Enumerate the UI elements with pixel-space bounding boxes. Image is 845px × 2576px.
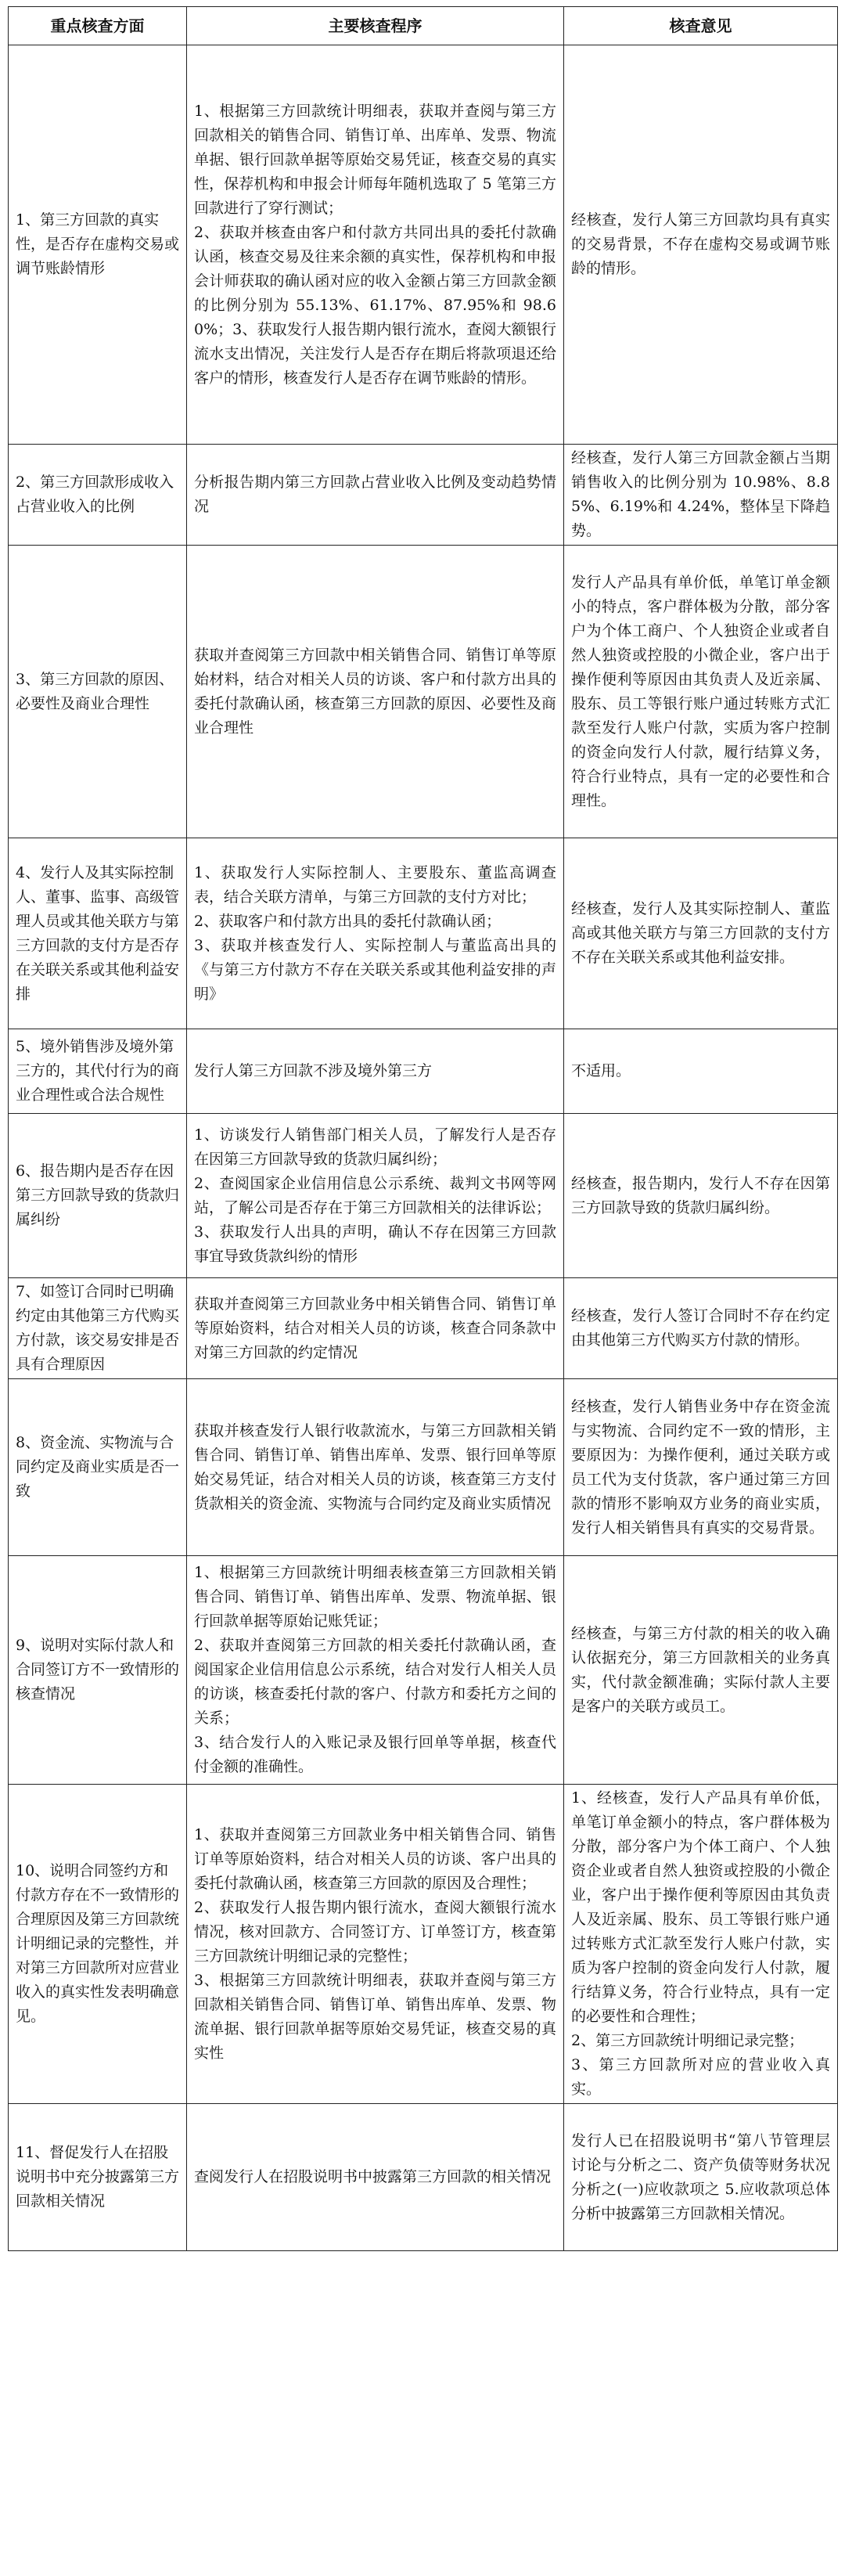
opinion-text: 经核查，报告期内，发行人不存在因第三方回款导致的货款归属纠纷。 — [571, 1174, 830, 1216]
aspect-text: 4、发行人及其实际控制人、董事、监事、高级管理人员或其他关联方与第三方回款的支付方是否存在关联关系或其他利益安排 — [16, 863, 180, 1003]
aspect-cell — [9, 546, 187, 838]
procedure-cell — [187, 1114, 564, 1278]
procedure-cell — [187, 1379, 564, 1556]
verification-table — [8, 6, 838, 2251]
procedure-cell — [187, 546, 564, 838]
aspect-text: 3、第三方回款的原因、必要性及商业合理性 — [16, 670, 174, 712]
procedure-text: 分析报告期内第三方回款占营业收入比例及变动趋势情况 — [194, 474, 556, 515]
aspect-cell — [9, 1556, 187, 1785]
opinion-cell — [564, 1556, 838, 1785]
table-row — [9, 445, 838, 546]
procedure-cell — [187, 1785, 564, 2104]
table-row — [9, 1379, 838, 1556]
procedure-cell — [187, 1556, 564, 1785]
table-row — [9, 546, 838, 838]
procedure-text: 3、获取并核查发行人、实际控制人与董监高出具的《与第三方付款方不存在关联关系或其他利益安排的声明》 — [194, 936, 556, 1003]
opinion-cell — [564, 838, 838, 1029]
aspect-text: 6、报告期内是否存在因第三方回款导致的货款归属纠纷 — [16, 1162, 180, 1228]
table-row — [9, 2104, 838, 2251]
procedure-text: 2、获取客户和付款方出具的委托付款确认函； — [194, 912, 502, 930]
aspect-cell — [9, 838, 187, 1029]
opinion-text: 经核查，发行人第三方回款金额占当期销售收入的比例分别为 10.98%、8.85%、6.19%和 4.24%，整体呈下降趋势。 — [571, 449, 830, 539]
procedure-text: 2、获取并核查由客户和付款方共同出具的委托付款确认函，核查交易及往来余额的真实性，保荐机构和申报会计师获取的确认函对应的收入金额占第三方回款金额的比例分别为 55.13%、61.17%、87.95%和 98.60%；3、获取发行人报告期内银行流水，查阅大额银行流水支出情况，关注发行人是否存在期后将款项退还给客户的情形，核查发行人是否存在调节账龄的情形。 — [194, 223, 556, 387]
procedure-text: 2、查阅国家企业信用信息公示系统、裁判文书网等网站，了解公司是否存在于第三方回款相关的法律诉讼； — [194, 1174, 556, 1216]
table-row — [9, 45, 838, 445]
procedure-text: 获取并查阅第三方回款业务中相关销售合同、销售订单等原始资料，结合对相关人员的访谈，核查合同条款中对第三方回款的约定情况 — [194, 1295, 556, 1361]
aspect-text: 7、如签订合同时已明确约定由其他第三方代购买方付款，该交易安排是否具有合理原因 — [16, 1283, 180, 1373]
aspect-text: 8、资金流、实物流与合同约定及商业实质是否一致 — [16, 1434, 180, 1500]
procedure-text: 1、获取并查阅第三方回款业务中相关销售合同、销售订单等原始资料，结合对相关人员的访谈、客户出具的委托付款确认函，核查第三方回款的原因及合理性； — [194, 1825, 556, 1892]
opinion-cell — [564, 2104, 838, 2251]
opinion-cell — [564, 45, 838, 445]
aspect-text: 9、说明对实际付款人和合同签订方不一致情形的核查情况 — [16, 1637, 180, 1702]
opinion-text: 1、经核查，发行人产品具有单价低，单笔订单金额小的特点，客户群体极为分散，部分客户为个体工商户、个人独资企业或者自然人独资或控股的小微企业，客户出于操作便利等原因由其负责人及近亲属、股东、员工等银行账户通过转账方式汇款至发行人账户付款，实质为客户控制的资金向发行人付款，履行结算义务，符合行业特点，具有一定的必要性和合理性； — [571, 1789, 830, 2025]
header-row — [9, 7, 838, 45]
procedure-cell — [187, 1029, 564, 1114]
opinion-text: 发行人产品具有单价低，单笔订单金额小的特点，客户群体极为分散，部分客户为个体工商户、个人独资企业或者自然人独资或控股的小微企业，客户出于操作便利等原因由其负责人及近亲属、股东、员工等银行账户通过转账方式汇款至发行人账户付款，实质为客户控制的资金向发行人付款，履行结算义务，符合行业特点，具有一定的必要性和合理性。 — [571, 573, 830, 809]
opinion-text: 经核查，与第三方付款的相关的收入确认依据充分，第三方回款相关的业务真实，代付款金额准确；实际付款人主要是客户的关联方或员工。 — [571, 1624, 830, 1715]
procedure-text: 3、结合发行人的入账记录及银行回单等单据，核查代付金额的准确性。 — [194, 1734, 556, 1775]
opinion-cell — [564, 1379, 838, 1556]
table-row — [9, 1785, 838, 2104]
aspect-cell — [9, 1785, 187, 2104]
table-row — [9, 1029, 838, 1114]
opinion-text: 经核查，发行人销售业务中存在资金流与实物流、合同约定不一致的情形，主要原因为：为操作便利，通过关联方或员工代为支付货款，客户通过第三方回款的情形不影响双方业务的商业实质，发行人相关销售具有真实的交易背景。 — [571, 1397, 830, 1537]
opinion-text: 经核查，发行人第三方回款均具有真实的交易背景，不存在虚构交易或调节账龄的情形。 — [571, 211, 830, 277]
procedure-cell — [187, 45, 564, 445]
aspect-text: 5、境外销售涉及境外第三方的，其代付行为的商业合理性或合法合规性 — [16, 1038, 180, 1104]
procedure-text: 1、根据第三方回款统计明细表核查第三方回款相关销售合同、销售订单、销售出库单、发票、物流单据、银行回款单据等原始记账凭证； — [194, 1564, 556, 1630]
aspect-cell — [9, 1379, 187, 1556]
aspect-text: 11、督促发行人在招股说明书中充分披露第三方回款相关情况 — [16, 2144, 180, 2210]
procedure-cell — [187, 445, 564, 546]
opinion-cell — [564, 1114, 838, 1278]
opinion-text: 经核查，发行人签订合同时不存在约定由其他第三方代购买方付款的情形。 — [571, 1307, 830, 1349]
header-aspect: 重点核查方面 — [9, 7, 187, 45]
aspect-text: 1、第三方回款的真实性，是否存在虚构交易或调节账龄情形 — [16, 211, 180, 277]
opinion-text: 不适用。 — [571, 1062, 631, 1079]
procedure-text: 1、获取发行人实际控制人、主要股东、董监高调查表，结合关联方清单，与第三方回款的支付方对比； — [194, 863, 556, 906]
opinion-cell — [564, 1029, 838, 1114]
table-row — [9, 1114, 838, 1278]
table-row — [9, 1278, 838, 1379]
table-row — [9, 1556, 838, 1785]
procedure-cell — [187, 1278, 564, 1379]
aspect-cell — [9, 2104, 187, 2251]
procedure-text: 3、根据第三方回款统计明细表，获取并查阅与第三方回款相关销售合同、销售订单、销售出库单、发票、物流单据、银行回款单据等原始交易凭证，核查交易的真实性 — [194, 1971, 556, 2062]
procedure-text: 1、访谈发行人销售部门相关人员，了解发行人是否存在因第三方回款导致的货款归属纠纷； — [194, 1126, 556, 1168]
opinion-text: 发行人已在招股说明书“第八节管理层讨论与分析之二、资产负债等财务状况分析之(一)应收款项之 5.应收款项总体分析中披露第三方回款相关情况。 — [571, 2131, 830, 2222]
opinion-cell — [564, 445, 838, 546]
aspect-cell — [9, 45, 187, 445]
procedure-text: 3、获取发行人出具的声明，确认不存在因第三方回款事宜导致货款纠纷的情形 — [194, 1223, 556, 1265]
procedure-text: 2、获取并查阅第三方回款的相关委托付款确认函，查阅国家企业信用信息公示系统，结合对发行人相关人员的访谈，核查委托付款的客户、付款方和委托方之间的关系； — [194, 1637, 556, 1727]
opinion-text: 经核查，发行人及其实际控制人、董监高或其他关联方与第三方回款的支付方不存在关联关系或其他利益安排。 — [571, 900, 830, 966]
opinion-cell — [564, 546, 838, 838]
aspect-cell — [9, 1278, 187, 1379]
header-procedure: 主要核查程序 — [187, 7, 564, 45]
procedure-cell — [187, 2104, 564, 2251]
procedure-text: 获取并查阅第三方回款中相关销售合同、销售订单等原始材料，结合对相关人员的访谈、客户和付款方出具的委托付款确认函，核查第三方回款的原因、必要性及商业合理性 — [194, 646, 556, 737]
opinion-text: 2、第三方回款统计明细记录完整； — [571, 2032, 804, 2049]
opinion-cell — [564, 1278, 838, 1379]
header-opinion: 核查意见 — [564, 7, 838, 45]
opinion-text: 3、第三方回款所对应的营业收入真实。 — [571, 2056, 830, 2098]
procedure-text: 获取并核查发行人银行收款流水，与第三方回款相关销售合同、销售订单、销售出库单、发票、银行回单等原始交易凭证，结合对相关人员的访谈，核查第三方支付货款相关的资金流、实物流与合同约定及商业实质情况 — [194, 1421, 556, 1512]
procedure-text: 1、根据第三方回款统计明细表，获取并查阅与第三方回款相关的销售合同、销售订单、出库单、发票、物流单据、银行回款单据等原始交易凭证，核查交易的真实性，保荐机构和申报会计师每年随机选取了 5 笔第三方回款进行了穿行测试； — [194, 102, 556, 217]
opinion-cell — [564, 1785, 838, 2104]
aspect-cell — [9, 1114, 187, 1278]
procedure-text: 发行人第三方回款不涉及境外第三方 — [194, 1062, 433, 1079]
procedure-text: 2、获取发行人报告期内银行流水，查阅大额银行流水情况，核对回款方、合同签订方、订单签订方，核查第三方回款统计明细记录的完整性； — [194, 1898, 556, 1965]
procedure-text: 查阅发行人在招股说明书中披露第三方回款的相关情况 — [194, 2168, 552, 2185]
aspect-text: 10、说明合同签约方和付款方存在不一致情形的合理原因及第三方回款统计明细记录的完整性，并对第三方回款所对应营业收入的真实性发表明确意见。 — [16, 1862, 180, 2025]
aspect-text: 2、第三方回款形成收入占营业收入的比例 — [16, 474, 174, 515]
aspect-cell — [9, 445, 187, 546]
table-row — [9, 838, 838, 1029]
procedure-cell — [187, 838, 564, 1029]
aspect-cell — [9, 1029, 187, 1114]
